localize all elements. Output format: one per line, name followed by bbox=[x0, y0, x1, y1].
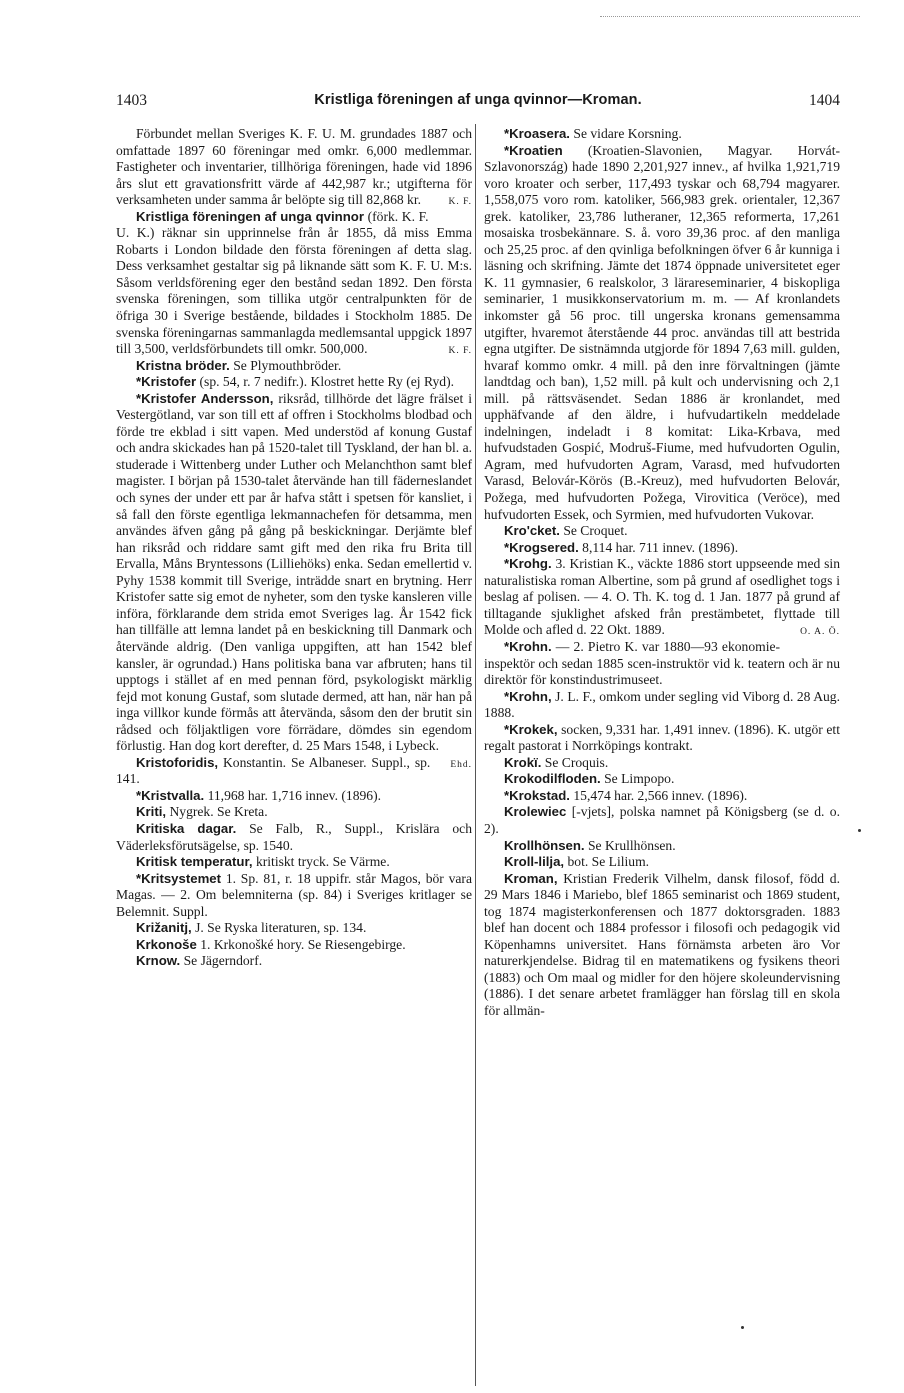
entry-text: 11,968 har. 1,716 innev. (1896). bbox=[207, 787, 382, 803]
entry-text: Se Plymouthbröder. bbox=[233, 357, 342, 373]
headword: *Kristvalla. bbox=[136, 787, 205, 803]
entry-text: 15,474 har. 2,566 innev. (1896). bbox=[573, 787, 748, 803]
headword: Kroll-lilja, bbox=[504, 854, 565, 870]
entry-text: bot. Se Lilium. bbox=[567, 854, 650, 870]
entry-text: Förbundet mellan Sveriges K. F. U. M. grundades 1887 och omfattade 1897 60 föreningar med omkr. 6,000 medlemmar. Fastigheter och inventarier, tillhöriga föreningen, hade vid 1896 års slut ett gravationsfritt värde af 442,987 kr.; utgifterna för verksamheten under samma år belöpte sig till 82,868 kr. bbox=[116, 126, 472, 208]
column-divider bbox=[475, 124, 476, 1386]
headword: Krokï. bbox=[504, 754, 542, 770]
headword: Krokodilfloden. bbox=[504, 771, 601, 787]
headword: *Krokek, bbox=[504, 721, 558, 737]
entry bbox=[116, 209, 472, 358]
headword: *Krohn, bbox=[504, 688, 552, 704]
headword: Krollhönsen. bbox=[504, 837, 585, 853]
entry-text: Se Croquet. bbox=[563, 523, 628, 539]
entry bbox=[484, 804, 840, 837]
headword: Kritiska dagar. bbox=[136, 820, 237, 836]
entry bbox=[484, 871, 840, 1020]
headword: *Kristofer Andersson, bbox=[136, 390, 274, 406]
entry bbox=[116, 358, 472, 375]
headword: *Krohg. bbox=[504, 556, 552, 572]
entry bbox=[484, 755, 840, 772]
entry-text: J. L. F., omkom under segling vid Viborg d. 28 Aug. 1888. bbox=[484, 688, 840, 721]
headword: Krkonoše bbox=[136, 936, 197, 952]
left-column bbox=[116, 126, 472, 970]
headword: Kroman, bbox=[504, 870, 558, 886]
entry bbox=[484, 540, 840, 557]
headword: *Kritsystemet bbox=[136, 870, 222, 886]
entry bbox=[484, 523, 840, 540]
headword: Kristoforidis, bbox=[136, 754, 219, 770]
headword: Krnow. bbox=[136, 953, 181, 969]
entry-text: 1. Sp. 81, r. 18 uppifr. står Magos, bör vara Magas. — 2. Om belemniterna (sp. 84) i Sveriges kritlager se Belemnit. Suppl. bbox=[116, 870, 472, 919]
entry bbox=[116, 953, 472, 970]
scan-speck bbox=[741, 1326, 744, 1329]
headword: *Kroatien bbox=[504, 142, 563, 158]
entry-text: Se vidare Korsning. bbox=[573, 126, 682, 141]
entry-text: Se Croquis. bbox=[544, 754, 609, 770]
entry-text: (förk. K. F. U. K.) räknar sin upprinnelse från år 1855, då miss Emma Robarts i London bildade den första föreningen af detta slag. Dess verksamhet gestaltar sig på liknande sätt som K. F. U. M:s. Såsom verldsförening eger den bestånd sedan 1892. Den första svenska föreningen, som tillika utgör centralpunkten för de öfriga 30 i Sverige bestående, bildades i Stockholm 1885. De svenska föreningarnas sammanlagda medlemsantal uppgick 1897 till 3,500, verldsförbundets till omkr. 500,000. bbox=[116, 208, 472, 357]
entry bbox=[116, 755, 472, 788]
entry bbox=[484, 556, 840, 639]
running-title: Kristliga föreningen af unga qvinnor—Kroman. bbox=[314, 92, 642, 108]
signature: K. F. bbox=[448, 346, 472, 357]
entry-text: — 2. Pietro K. var 1880—93 ekonomie-inspektör och sedan 1885 scen-instruktör vid k. teatern och är nu direktör för konstindustrimuseet. bbox=[484, 638, 840, 688]
page-header bbox=[116, 92, 840, 116]
entry bbox=[116, 126, 472, 209]
entry bbox=[116, 854, 472, 871]
entry-text: socken, 9,331 har. 1,491 innev. (1896). K. utgör ett regalt pastorat i Norrköpings kontrakt. bbox=[484, 721, 840, 754]
entry-text: 8,114 har. 711 innev. (1896). bbox=[582, 539, 739, 555]
entry bbox=[484, 771, 840, 788]
headword: Kritisk temperatur, bbox=[136, 854, 253, 870]
page-number-right: 1404 bbox=[809, 92, 840, 109]
headword: Kriti, bbox=[136, 804, 167, 820]
entry-text: (Kroatien-Slavonien, Magyar. Horvát-Szlavonország) hade 1890 2,201,927 innev., af hvilka 1,921,719 voro kroater och serber, 117,493 tyskar och 68,794 magyarer. 1,558,075 voro rom. katoliker, 566,983 grek. orientaler, 12,367 grek. katoliker, 23,786 lutheraner, 12,365 reformerta, 17,261 mosaiska trosbekännare. S. å. voro 39,36 proc. af den manliga och 25,25 proc. af den qvinliga befolkningen öfver 6 år kunniga i läsning och skrifning. Jämte det 1874 öppnade universitetet eger K. 11 gymnasier, 6 realskolor, 3 lärareseminarier, 4 biskopliga seminarier, 1 musikkonservatorium m. m. — Af kronlandets inkomster gå 56 proc. till ungerska kronans gemensamma utgifter, hvaremot återstående 44 proc. användas till att bestrida egna utgifter. De sistnämnda utgjorde för 1894 7,63 mill. gulden, hvaraf kommo omkr. 4 mill. på den inre förvaltningen (jämte landtdag och ban), 1,52 mill. på kult och undervisning och 2,1 mill. på rättsväsendet. Sedan 1886 är kronlandet, med upphäfvande af den äldre, i hufvudartikeln meddelade indelningen, indeladt i 8 komitat: Lika-Krbava, med hufvudstaden Gospić, Modruš-Fiume, med hufvudorten Ogulin, Agram, med hufvudorten Agram, Varasd, med hufvudorten Varasd, Belovár-Körös (B.-Kreuz), med hufvudorten Belovár, Požega, med hufvudorten Požega, Virovitica (Veröce), med hufvudorten Essek, och Syrmien, med hufvudorten Vukovar. bbox=[484, 142, 840, 522]
entry-text: Konstantin. Se Albaneser. Suppl., sp. 141. bbox=[116, 754, 431, 787]
entry-text: Nygrek. Se Kreta. bbox=[169, 804, 268, 820]
entry-text: Se Limpopo. bbox=[604, 771, 675, 787]
entry bbox=[116, 374, 472, 391]
signature: O. A. Ö. bbox=[800, 627, 840, 638]
entry bbox=[116, 804, 472, 821]
entry bbox=[116, 871, 472, 921]
entry bbox=[484, 126, 840, 143]
entry bbox=[484, 722, 840, 755]
entry-text: 3. Kristian K., väckte 1886 stort uppseende med sin naturalistiska roman Albertine, som på grund af osedlighet togs i beslag af polisen. — 4. O. Th. K. tog d. 1 Jan. 1877 på grund af tilltagande sjuklighet afsked från prestämbetet, flyttade till Molde och afled d. 22 Okt. 1889. bbox=[484, 556, 840, 638]
entry bbox=[116, 920, 472, 937]
entry bbox=[484, 788, 840, 805]
entry-text: 1. Krkonošké hory. Se Riesengebirge. bbox=[200, 936, 406, 952]
headword: *Kroasera. bbox=[504, 126, 570, 141]
entry bbox=[484, 838, 840, 855]
entry bbox=[484, 854, 840, 871]
entry bbox=[116, 788, 472, 805]
entry-text: J. Se Ryska literaturen, sp. 134. bbox=[195, 920, 367, 936]
entry-text: Kristian Frederik Vilhelm, dansk filosof, född d. 29 Mars 1846 i Mariebo, blef 1865 seminarist och 1869 student, tog 1874 magisterkonferensen och 1877 doktorsgraden. 1883 blef han docent och 1884 professor i filosofi och pedagogik vid Köpenhamns universitet. Hans förnämsta arbeten äro Vor naturerkjendelse. Bidrag til en matematikens og fysikens theori (1883) och Om maal og midler for den höjere skoleundervisning (1886). I det senare arbetet framlägger han förslag till en skola för allmän- bbox=[484, 870, 841, 1018]
entry bbox=[484, 689, 840, 722]
headword: *Krohn. bbox=[504, 638, 552, 654]
headword: *Kristofer bbox=[136, 374, 197, 390]
entry-text: [-vjets], polska namnet på Königsberg (se d. o. 2). bbox=[484, 804, 841, 836]
entry-text: Se Jägerndorf. bbox=[183, 953, 263, 969]
entry bbox=[116, 937, 472, 954]
entry-text: (sp. 54, r. 7 nedifr.). Klostret hette Ry (ej Ryd). bbox=[199, 374, 455, 390]
headword: *Krokstad. bbox=[504, 787, 570, 803]
headword: Križanitj, bbox=[136, 920, 192, 936]
headword: Kristliga föreningen af unga qvinnor bbox=[136, 208, 364, 224]
headword: Kro'cket. bbox=[504, 523, 560, 539]
entry-text: Se Krullhönsen. bbox=[588, 837, 676, 853]
headword: Krolewiec bbox=[504, 804, 567, 820]
entry-text: Se Falb, R., Suppl., Krislära och Väderleksförutsägelse, sp. 1540. bbox=[116, 820, 473, 853]
entry-text: kritiskt tryck. Se Värme. bbox=[255, 854, 390, 870]
right-column bbox=[484, 126, 840, 1020]
entry bbox=[484, 143, 840, 524]
scan-edge-mark bbox=[600, 16, 860, 19]
entry bbox=[484, 639, 840, 689]
signature: K. F. bbox=[448, 197, 472, 208]
entry bbox=[116, 821, 472, 854]
entry-text: riksråd, tillhörde det lägre frälset i Vestergötland, var son till ett af offren i Stockholms blodbad och förde tre ekblad i sitt vapen. Med understöd af konung Gustaf och andra skickades han på 1520-talet till Tyskland, der han bl. a. studerade i Wittenberg under Luther och Melanchthon samt blef magister. I början på 1530-talet återvände han till fäderneslandet och synes der under ett par år hafva stått i spetsen för kansliet, i så fall den förste egentliga lekmannachefen för detsamma, men användes äfven gång på gång på beskickningar. Derjämte blef han riksråd och riddare samt gift med den rika fru Brita till Ervalla, Måns Bryntessons (Lilliehöks) enka. Sedan emellertid v. Pyhy 1538 kommit till Sverige, inträdde snart en brytning. Herr Kristofer satte sig emot de nyheter, som den tyske kansleren ville införa, förklarande dem strida emot Sveriges lag. År 1542 fick han tillfälle att lemna landet på en beskickning till Danmark och återvände aldrig. (Den vanliga uppgiften, att han 1542 blef kansler, är ogrundad.) Hans politiska bana var afbruten; hans til upptogs i stället af en med pennan förd, psykologiskt märklig fejd mot konung Gustaf, som slutade dermed, att han, när han på inga villkor kunde förmås att återvända, såsom den der brutit sin rådsed och följaktligen vore förrädare, dömdes sin egendom förlustig. Han dog kort derefter, d. 25 Mars 1548, i Lybeck. bbox=[116, 390, 472, 754]
signature: Ehd. bbox=[450, 759, 472, 770]
page-number-left: 1403 bbox=[116, 92, 147, 109]
headword: Kristna bröder. bbox=[136, 357, 230, 373]
scan-speck bbox=[858, 829, 861, 832]
headword: *Krogsered. bbox=[504, 539, 579, 555]
